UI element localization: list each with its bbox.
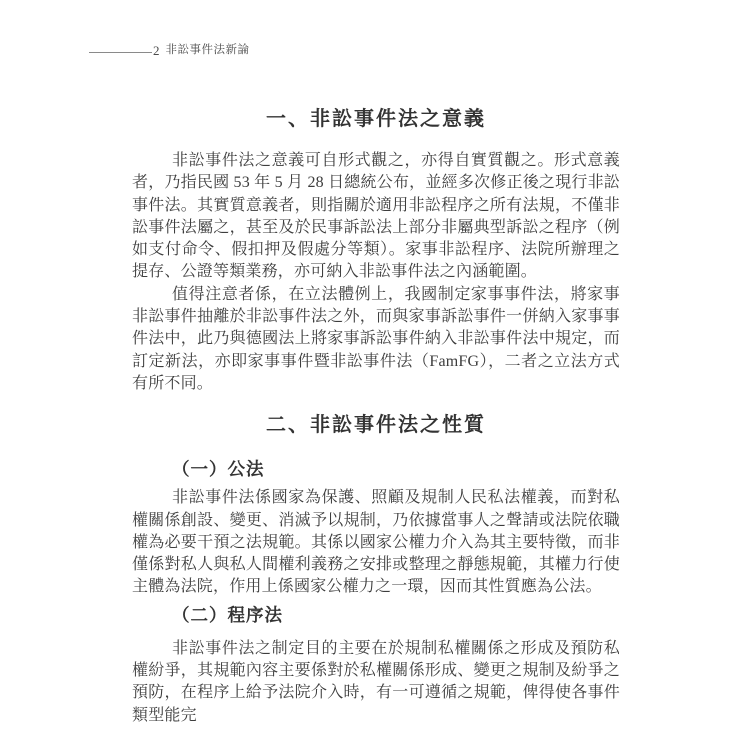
subsection-heading-public-law: （一）公法 (172, 459, 265, 480)
paragraph-meaning-1: 非訟事件法之意義可自形式觀之，亦得自實質觀之。形式意義者，乃指民國 53 年 5 月 28 日總統公布，並經多次修正後之現行非訟事件法。其實質意義者，則指關於適用非訟程序之所有法規，不僅非訟事件法屬之，甚至及於民事訴訟法上部分非屬典型訴訟之程序（例如支付命令、假扣押及假處分等類）。家事非訟程序、法院所辦理之提存、公證等類業務，亦可納入非訟事件法之內涵範圍。 (132, 152, 620, 281)
section-heading-nature: 二、非訟事件法之性質 (266, 414, 486, 437)
page-header (89, 44, 250, 57)
paragraph-procedural-law: 非訟事件法之制定目的主要在於規制私權關係之形成及預防私權紛爭，其規範內容主要係對於私權關係形成、變更之規制及紛爭之預防，在程序上給予法院介入時，有一可遵循之規範，俾得使各事件類型能完 (132, 639, 620, 724)
page-body (132, 105, 620, 727)
page-number: 2 (153, 43, 160, 58)
running-title: 非訟事件法新論 (165, 43, 250, 56)
paragraph-meaning-2: 值得注意者係，在立法體例上，我國制定家事事件法，將家事非訟事件抽離於非訟事件法之外，而與家事訴訟事件一併納入家事事件法中，此乃與德國法上將家事訴訟事件納入非訟事件法中規定，而訂定新法，亦即家事事件暨非訟事件法（FamFG），二者之立法方式有所不同。 (132, 285, 620, 392)
subsection-heading-procedural-law: （二）程序法 (172, 604, 283, 625)
section-heading-meaning: 一、非訟事件法之意義 (266, 108, 486, 130)
paragraph-public-law: 非訟事件法係國家為保護、照顧及規制人民私法權義，而對私權關係創設、變更、消滅予以規制，乃依據當事人之聲請或法院依職權為必要干預之法規範。其係以國家公權力介入為其主要特徵，而非僅係對私人與私人間權利義務之安排或整理之靜態規範，其權力行使主體為法院，作用上係國家公權力之一環，因而其性質應為公法。 (132, 489, 620, 596)
header-rule (89, 52, 152, 53)
